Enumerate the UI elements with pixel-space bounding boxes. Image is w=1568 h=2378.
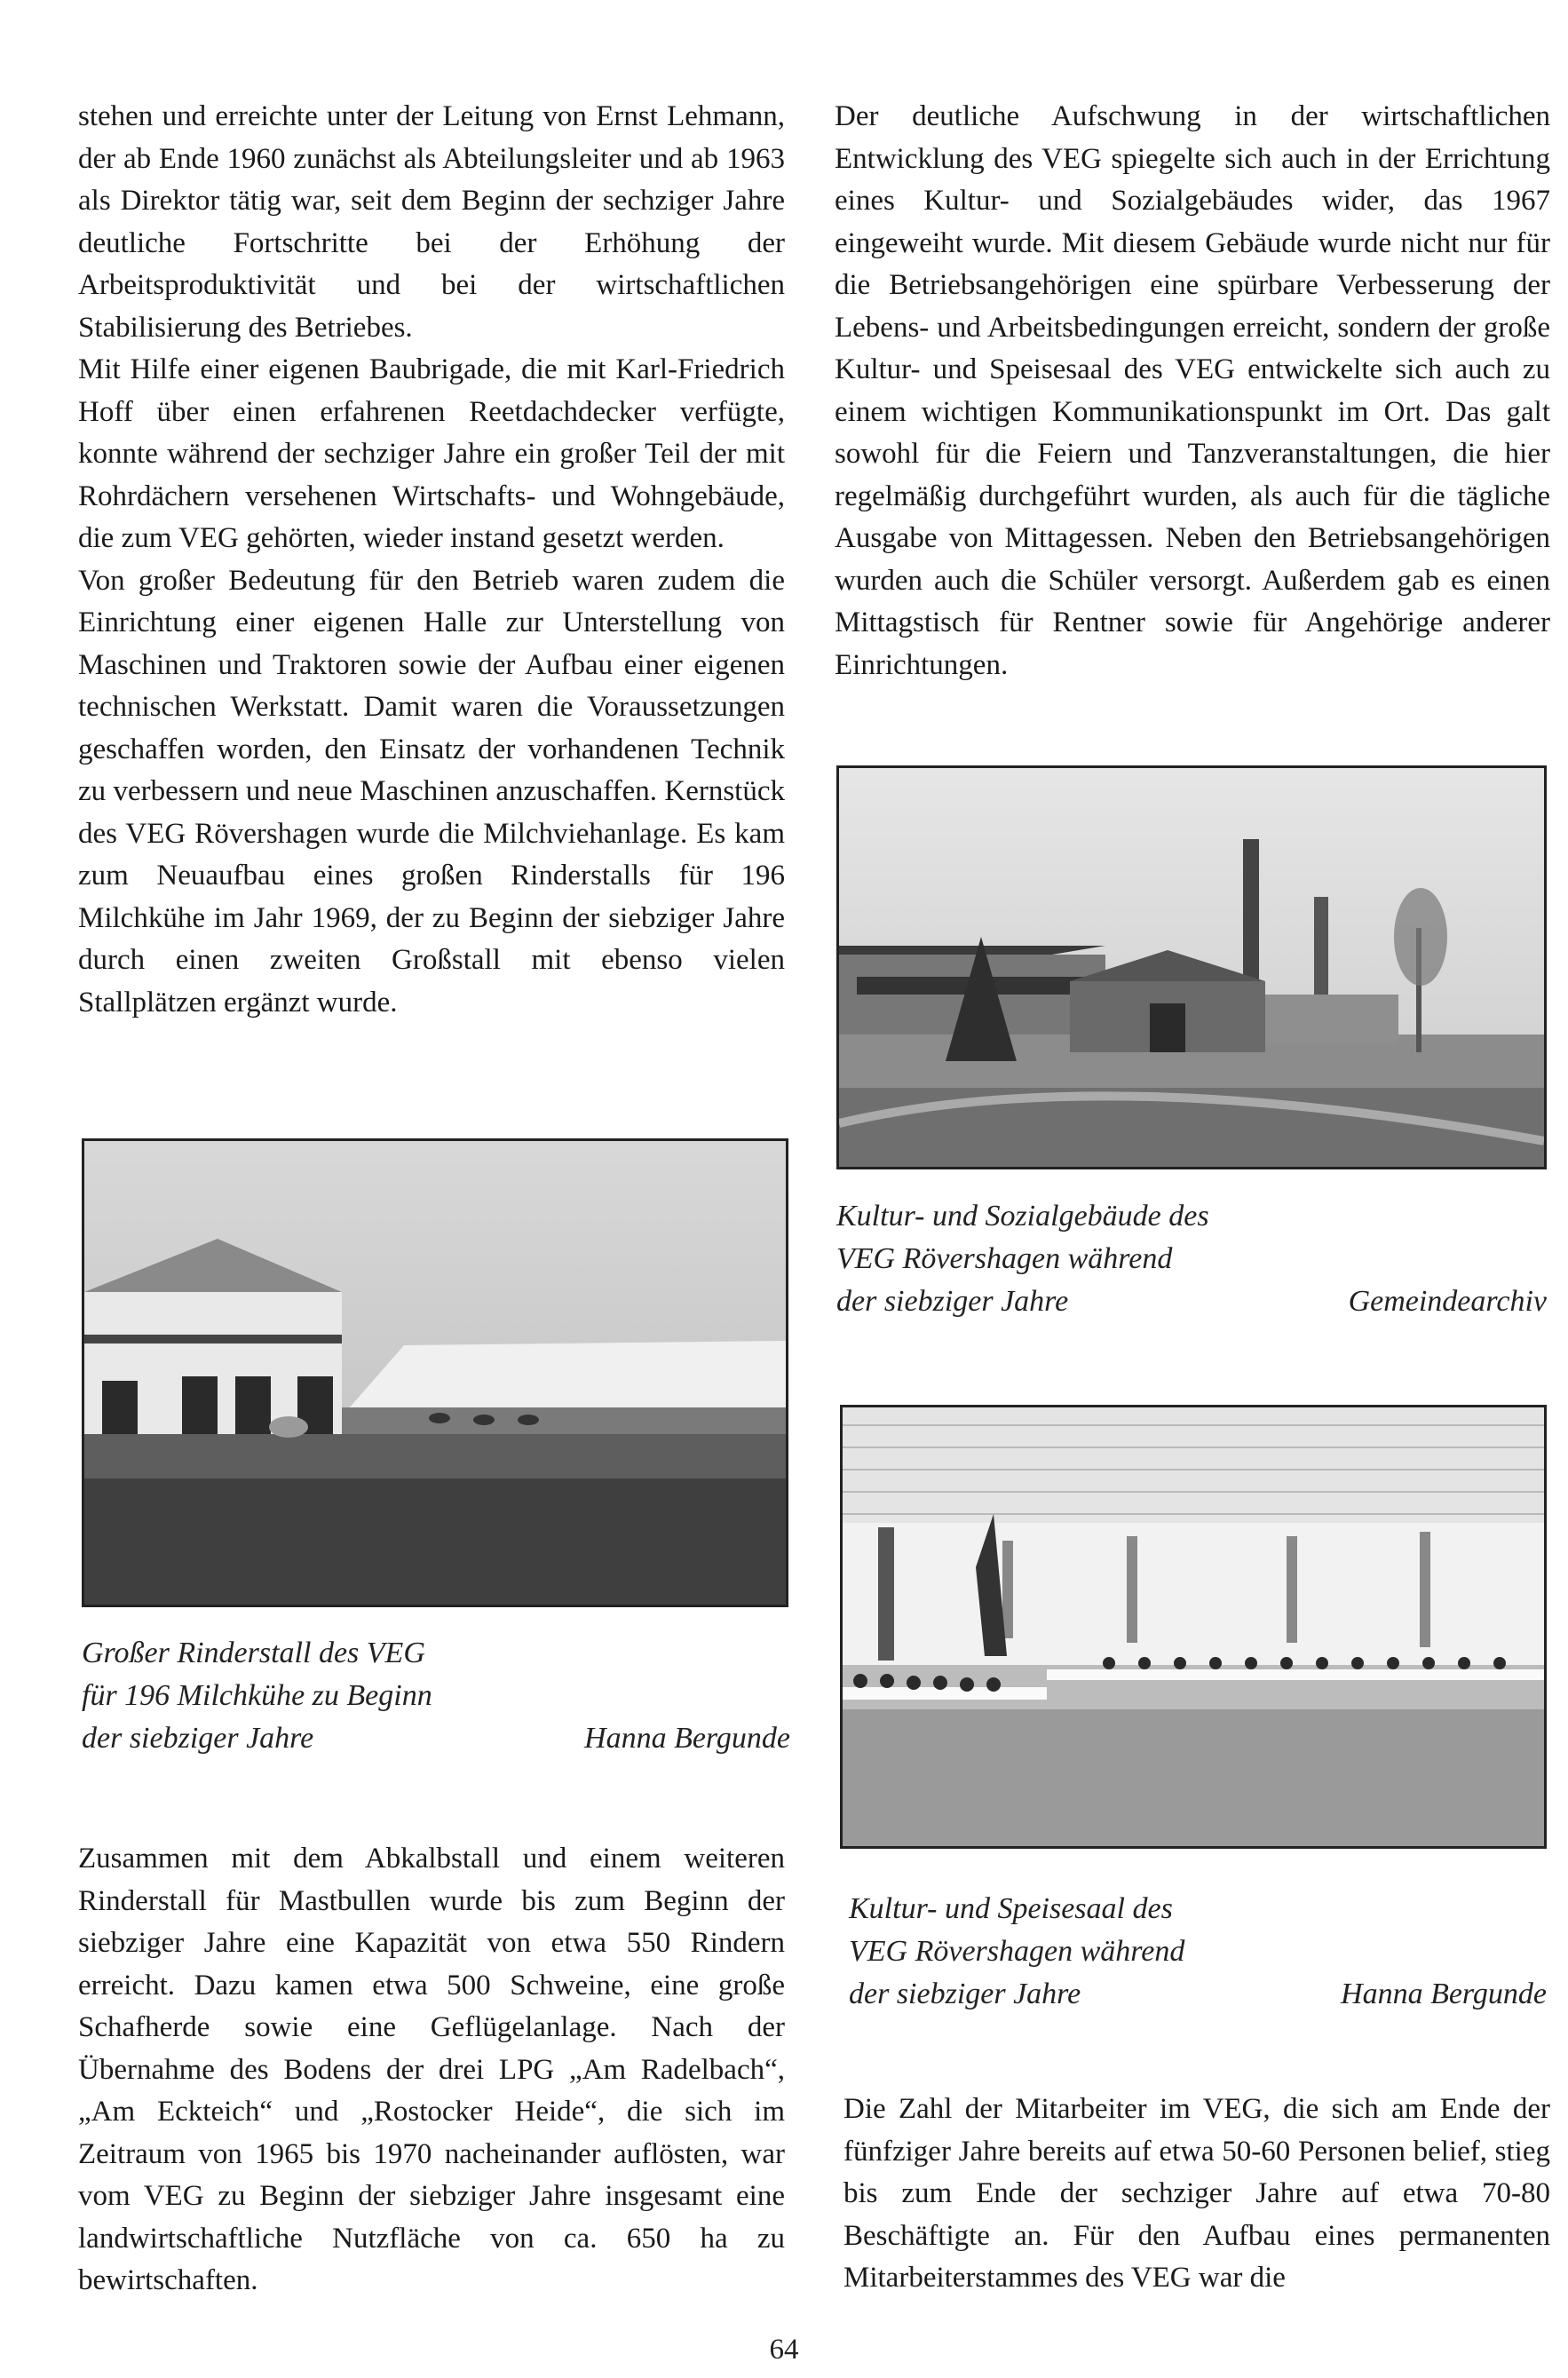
right-paragraph-2: Die Zahl der Mitarbeiter im VEG, die sich am Ende der fünfziger Jahre bereits auf etwa 50-60 Personen belief, stieg bis zum Ende der sechziger Jahre auf etwa 70-80 Beschäftigte an. Für den Aufbau eines permanenten Mitarbeiterstammes des VEG war die [843,2093,1550,2294]
left-paragraph-1: stehen und erreichte unter der Leitung von Ernst Lehmann, der ab Ende 1960 zunächst als Abteilungsleiter und ab 1963 als Direktor tätig war, seit dem Beginn der sechziger Jahre deutliche Fortschritte bei der Erhöhung der Arbeitsproduktivität und bei der wirtschaftlichen Stabilisierung des Betriebes. [78,100,785,344]
sozialgebaeude-photo-image [839,768,1544,1167]
caption-speisesaal-line-2: VEG Rövershagen während [849,1935,1185,1968]
left-column-bottom [78,1838,785,2303]
right-column-bottom [843,2089,1550,2300]
caption-sozialgebaeude [836,1195,1298,1323]
speisesaal-photo-image [843,1407,1544,1846]
left-paragraph-2: Mit Hilfe einer eigenen Baubrigade, die mit Karl-Friedrich Hoff über einen erfahrenen Reetdachdecker verfügte, konnte während der sechziger Jahre ein großer Teil der mit Rohrdächern versehenen Wirtschafts- und Wohngebäude, die zum VEG gehörten, wieder instand gesetzt werden. [78,353,785,554]
rinderstall-photo-image [84,1141,786,1605]
photo-speisesaal [840,1405,1547,1849]
photo-rinderstall [82,1138,788,1607]
caption-rinderstall-line-3: der siebziger Jahre [82,1722,314,1755]
caption-speisesaal [849,1888,1311,2016]
right-paragraph-1: Der deutliche Aufschwung in der wirtschaftlichen Entwicklung des VEG spiegelte sich auch in der Errichtung eines Kultur- und Sozialgebäudes wider, das 1967 eingeweiht wurde. Mit diesem Gebäude wurde nicht nur für die Betriebsangehörigen eine spürbare Verbesserung der Lebens- und Arbeitsbedingungen erreicht, sondern der große Kultur- und Speisesaal des VEG entwickelte sich auch zu einem wichtigen Kommunikationspunkt im Ort. Das galt sowohl für die Feiern und Tanzveranstaltungen, die hier regelmäßig durchgeführt wurden, als auch für die tägliche Ausgabe von Mittagessen. Neben den Betriebsangehörigen wurden auch die Schüler versorgt. Außerdem gab es einen Mittagstisch für Rentner sowie für Angehörige anderer Einrichtungen. [835,100,1550,681]
caption-rinderstall-line-1: Großer Rinderstall des VEG [82,1637,425,1669]
left-paragraph-3: Von großer Bedeutung für den Betrieb waren zudem die Einrichtung einer eigenen Halle zur Unterstellung von Maschinen und Traktoren sowie der Aufbau einer eigenen technischen Werkstatt. Damit waren die Voraussetzungen geschaffen worden, den Einsatz der vorhandenen Technik zu verbessern und neue Maschinen anzuschaffen. Kernstück des VEG Rövershagen wurde die Milchviehanlage. Es kam zum Neuaufbau eines großen Rinderstalls für 196 Milchkühe im Jahr 1969, der zu Beginn der siebziger Jahre durch einen zweiten Großstall mit ebenso vielen Stallplätzen ergänzt wurde. [78,564,785,1019]
credit-speisesaal: Hanna Bergunde [1341,1978,1547,2010]
caption-speisesaal-line-1: Kultur- und Speisesaal des [849,1892,1173,1925]
caption-sozialgebaeude-line-1: Kultur- und Sozialgebäude des [836,1200,1209,1233]
caption-rinderstall [82,1632,543,1760]
caption-sozialgebaeude-line-3: der siebziger Jahre [836,1285,1069,1318]
caption-rinderstall-line-2: für 196 Milchkühe zu Beginn [82,1679,432,1712]
photo-sozialgebaeude [836,765,1547,1169]
left-column [78,96,785,1024]
page-number: 64 [769,2334,799,2366]
credit-rinderstall: Hanna Bergunde [584,1722,790,1755]
right-column [835,96,1550,686]
caption-speisesaal-line-3: der siebziger Jahre [849,1978,1081,2010]
caption-sozialgebaeude-line-2: VEG Rövershagen während [836,1242,1173,1275]
left-paragraph-4: Zusammen mit dem Abkalbstall und einem weiteren Rinderstall für Mastbullen wurde bis zum Beginn der siebziger Jahre eine Kapazität von etwa 550 Rindern erreicht. Dazu kamen etwa 500 Schweine, eine große Schafherde sowie eine Geflügelanlage. Nach der Übernahme des Bodens der drei LPG „Am Radelbach“, „Am Eckteich“ und „Rostocker Heide“, die sich im Zeitraum von 1965 bis 1970 nacheinander auflösten, war vom VEG zu Beginn der siebziger Jahre insgesamt eine landwirtschaftliche Nutzfläche von ca. 650 ha zu bewirtschaften. [78,1843,785,2296]
credit-sozialgebaeude: Gemeindearchiv [1348,1285,1547,1318]
